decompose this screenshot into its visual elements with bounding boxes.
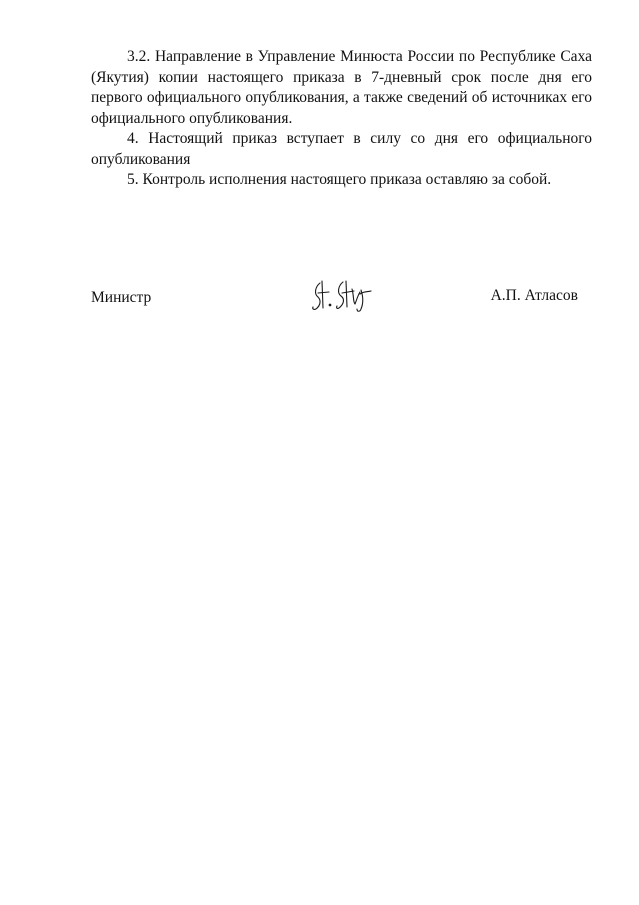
paragraph-4: 4. Настоящий приказ вступает в силу со дня его официального опубликования (91, 130, 592, 168)
paragraph-3-2: 3.2. Направление в Управление Минюста России по Республике Саха (Якутия) копии настоящего приказа в 7-дневный срок после дня его первого официального опубликования, а также сведений об источниках его официального опубликования. (91, 48, 592, 127)
signature-block (91, 282, 592, 318)
signatory-title: Министр (91, 289, 152, 306)
paragraph-5: 5. Контроль исполнения настоящего приказа оставляю за собой. (127, 171, 552, 188)
handwritten-signature (309, 278, 379, 314)
document-body (91, 47, 592, 191)
signatory-name: А.П. Атласов (490, 287, 578, 304)
